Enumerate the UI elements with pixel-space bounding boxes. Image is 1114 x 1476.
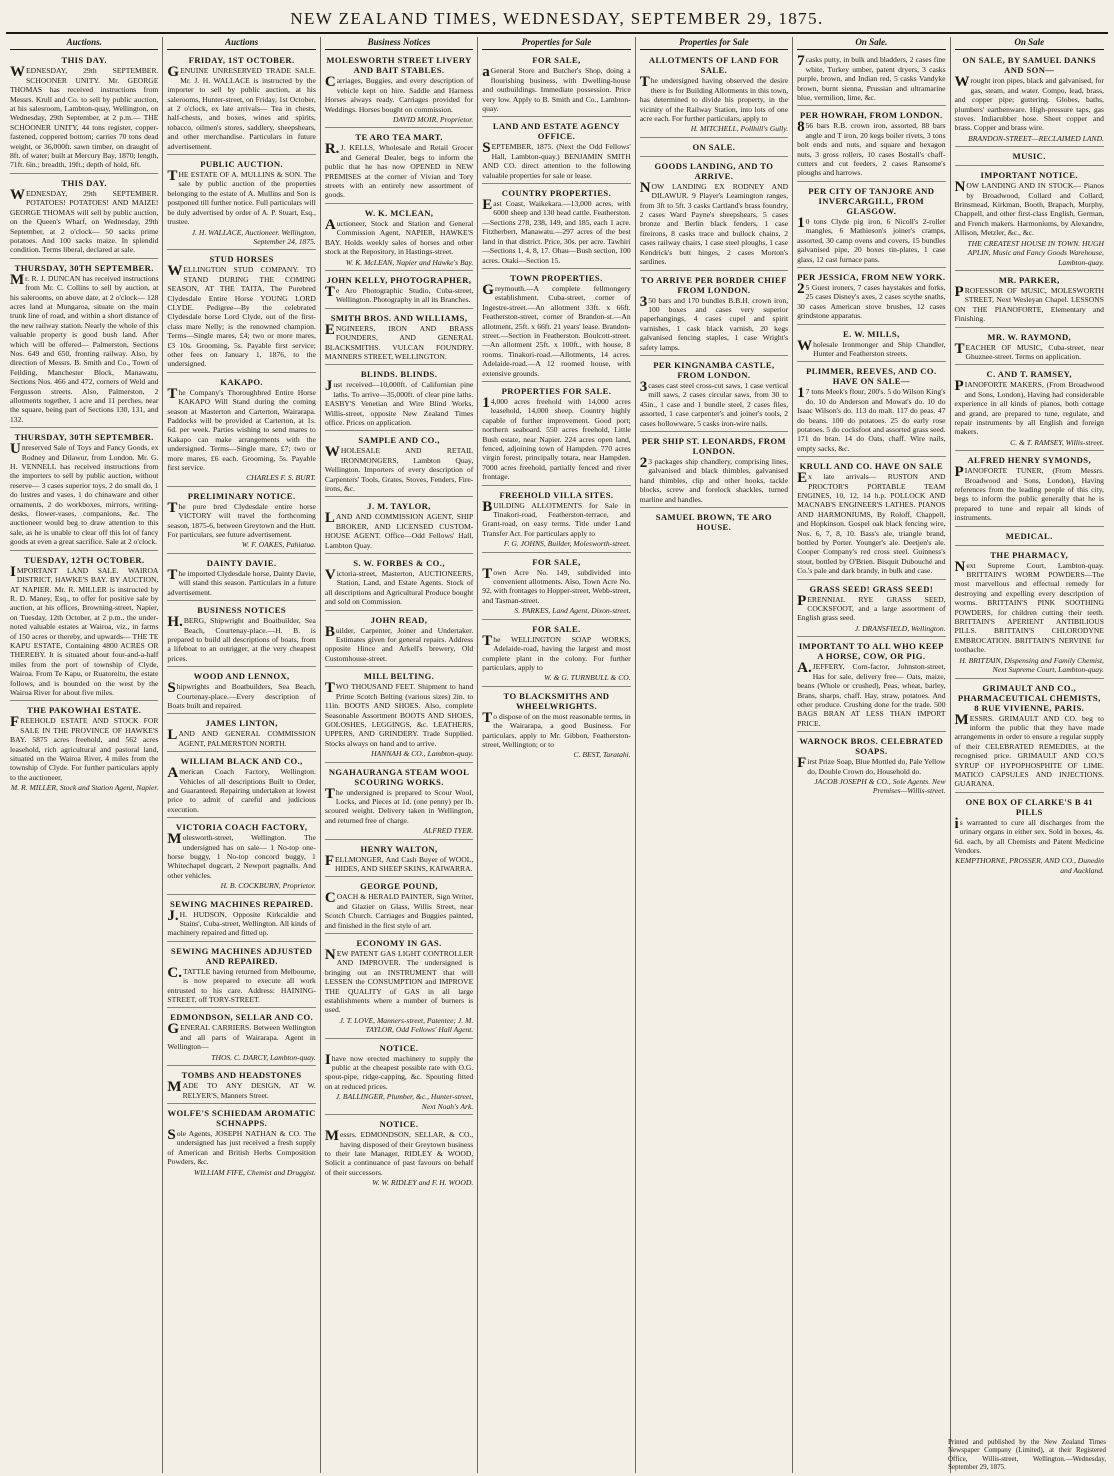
ad-title: HENRY WALTON, xyxy=(360,843,438,854)
advertisement xyxy=(640,510,788,536)
ad-title: JAMES LINTON, xyxy=(205,718,278,729)
ad-title: W. K. MCLEAN, xyxy=(364,207,434,218)
advertisement xyxy=(325,1117,473,1190)
ad-signature: H. B. COCKBURN, Proprietor. xyxy=(220,881,316,891)
ad-body: Molesworth-street, Wellington. The undersigned has on sale— 1 No-top one-horse buggy, 1 No-top concord buggy, 1 Whitechapel dogcart, 2 Newport pagnalls. And other vehicles. xyxy=(167,831,316,880)
ad-title: IMPORTANT NOTICE. xyxy=(980,170,1078,181)
column-heading: Auctions xyxy=(167,37,315,50)
advertisement xyxy=(325,367,473,431)
column-3 xyxy=(321,37,478,1473)
ad-body: LAND AND COMMISSION AGENT, SHIP BROKER, AND LICENSED CUSTOM-HOUSE AGENT. Office—Odd Fellows' Hall, Lambton Quay. xyxy=(324,510,474,550)
ad-body: American Coach Factory, Wellington. Vehicles of all descriptions Built to Order, and Guaranteed. Repairing undertaken at lowest price to admit of careful and judicious execution. xyxy=(167,765,316,814)
advertisement xyxy=(640,434,788,508)
ad-title: VICTORIA COACH FACTORY, xyxy=(175,822,308,833)
ad-title: E. W. MILLS, xyxy=(843,328,900,339)
ad-body: J.H. HUDSON, Opposite Kirkcaldie and Stains', Cuba-street, Wellington. All kinds of machinery repaired and fitted up. xyxy=(167,907,316,938)
advertisement xyxy=(325,206,473,271)
advertisement xyxy=(325,1041,473,1115)
ad-body: Wrought iron pipes, black and galvanised, for gas, steam, and water. Compo, lead, brass, and copper pipe; guttering. Globes, baths, plumbers' earthenware. High-pressure taps, gas stoves. Indiarubber hose. Sheet copper and brass. Copper and brass wire. xyxy=(954,74,1104,133)
advertisement xyxy=(482,384,630,486)
ad-body: WELLINGTON STUD COMPANY. TO STAND DURING THE COMING SEASON, AT THE TAITA, The Purebred Clydesdale Entire Horse YOUNG LORD CLYDE. Pedigree—By the celebrated Clydesdale horse Lord Clyde, out of the first-class mare Nelly; is the renowned champion. Terms—Single mares, £4; two or more mares, £3 10s. Grooming, 5s. Payable first service; other fees on January 1, 1876, to the undersigned. xyxy=(167,263,316,369)
ad-body: NEW PATENT GAS LIGHT CONTROLLER AND IMPROVER. The undersigned is bringing out an INSTRUMENT that will LESSEN the CONSUMPTION and IMPROVE THE QUALITY of GAS in all large establishments where a number of burners is used. xyxy=(324,947,474,1015)
ad-body: The Company's Thoroughbred Entire Horse KAKAPO Will Stand during the coming season at Masterton and Carterton, Wairarapa. Paddocks will be provided at Carterton, at 1s. 6d. per week. Parties wishing to send mares to Kakapo can make arrangements with the undersigned. Terms—Single mare, £7; two or more mares, £6 each. Grooming, 5s. Payable first service. xyxy=(167,385,316,473)
ad-signature: H. BRITTAIN, Dispensing and Family Chemist, Next Supreme Court, Lambton-quay. xyxy=(959,655,1104,675)
advertisement xyxy=(482,271,630,382)
ad-title: PLIMMER, REEVES, AND CO. HAVE ON SALE— xyxy=(806,366,937,387)
ad-signature: W. K. McLEAN, Napier and Hawke's Bay. xyxy=(345,257,474,267)
ad-title: NOTICE. xyxy=(379,1042,419,1053)
column-heading: On Sale xyxy=(955,37,1104,50)
ad-body: 3cases cast steel cross-cut saws, 1 case vertical mill saws, 2 cases circular saws, from 30 to 45in., 1 case and 1 bundle steel, 2 cases files, assorted, 1 case carpenter's and joiner's tools, 2 cases hollowware, 5 casks iron-wire nails. xyxy=(639,378,789,428)
ad-signature: W. W. RIDLEY and F. H. WOOD. xyxy=(372,1178,474,1188)
ad-body: NOW LANDING AND IN STOCK— Pianos by Broadwood, Collard and Collard, Brinsmead, Kirkman, Booth, Brapach, Murphy, Chappell, and other first-class English, German, and French makers. Harmoniums, by Alexandre, Allison, Metzler, &c., &c. xyxy=(954,179,1104,238)
ad-title: BUSINESS NOTICES xyxy=(197,605,287,616)
ad-body: The imported Clydesdale horse, Dainty Davie, will stand this season. Particulars in a future advertisement. xyxy=(167,566,316,597)
ad-body: Ex late arrivals— RUSTON AND PROCTOR'S PORTABLE TEAM ENGINES, 10, 12, 14 h.p. POLLOCK AND MACNAB'S ENGINEER'S LATHES. PIANOS AND HARMONIUMS, By Roloff, Chappell, and Hopkinson. Gospel oak black fencing wire, Nos. 6, 7, 8, 10. Bass's ale, triangle brand, bottled by Porter. Younger's ale. Deetjen's ale. Cooper Company's red cross steel. Guinness's stout, bottled by O'Brien. Bisquit Dubouché and Co.'s pale and dark brandy, in bulk and case. xyxy=(797,470,946,576)
ad-title: PER HOWRAH, FROM LONDON. xyxy=(800,110,943,121)
ad-title: COUNTRY PROPERTIES. xyxy=(501,188,612,199)
ad-signature: J. T. LOVE, Manners-street, Patentee; J. M. TAYLOR, Odd Fellows' Hall Agent. xyxy=(339,1015,474,1035)
ad-body: FREEHOLD ESTATE AND STOCK FOR SALE IN THE PROVINCE OF HAWKE'S BAY. 5875 acres freehold, and 562 acres leasehold, rich agricultural and pastoral land, situated on the Wairoa River, 4 miles from the township of Clyde. For further particulars apply to the auctioneer, xyxy=(10,714,159,782)
ad-body: MADE TO ANY DESIGN, AT W. RELYER'S, Manners Street. xyxy=(167,1079,316,1100)
ad-signature: W. F. OAKES, Pahiatua. xyxy=(241,540,316,550)
ad-body: 7casks putty, in bulk and bladders, 2 cases fine white, Turkey umber, patent dryers, 3 casks purple, brown, and Indian red, 5 casks Vandyke brown, burnt sienna, Prussian and ultramarine blue, vermilion, lime, &c. xyxy=(797,53,946,103)
advertisement xyxy=(955,149,1104,166)
ad-title: PUBLIC AUCTION. xyxy=(200,159,284,170)
advertisement xyxy=(167,53,315,155)
advertisement xyxy=(325,53,473,128)
ad-body: WHOLESALE AND RETAIL IRONMONGERS, Lambton Quay, Wellington. Importers of every description of Carpenters' Tools, Grates, Stoves, Fenders, Fire-irons, &c. xyxy=(324,444,474,493)
ad-body: PIANOFORTE MAKERS, (From Broadwood and Sons, London), Having had considerable experience in all kinds of pianos, both cottage and grand, are prepared to tune, regulate, and repair instruments by all English and foreign makers. xyxy=(954,378,1104,437)
advertisement xyxy=(325,669,473,762)
advertisement xyxy=(797,582,945,638)
advertisement xyxy=(325,433,473,497)
ad-signature: C. BEST, Taratahi. xyxy=(573,750,631,760)
ad-signature: WILLIAM FIFE, Chemist and Druggist. xyxy=(193,1167,316,1177)
advertisement xyxy=(955,681,1104,793)
column-heading: On Sale. xyxy=(797,37,945,50)
column-heading: Auctions. xyxy=(10,37,158,50)
advertisement xyxy=(10,703,158,795)
advertisement xyxy=(797,53,945,106)
ad-title: ALFRED HENRY SYMONDS, xyxy=(967,455,1092,466)
advertisement xyxy=(167,716,315,752)
ad-body: Builder, Carpenter, Joiner and Undertaker. Estimates given for general repairs. Address opposite Hince and Arkell's brewery, Old Customhouse-street. xyxy=(324,623,474,663)
ad-title: ONE BOX OF CLARKE'S B 41 PILLS xyxy=(965,796,1093,817)
ad-signature: S. PARKES, Land Agent, Dixon-street. xyxy=(514,606,631,616)
ad-body: Next Supreme Court, Lambton-quay. BRITTAIN'S WORM POWDERS—The most marvellous and effectual remedy for destroying and expelling every description of worms. BRITTAIN'S PINK SOOTHING POWDERS, for children cutting their teeth. BRITTAIN'S APERIENT ANTIBILIOUS PILLS. BRITTAIN'S CHLORODYNE EMBROCATION. BRITTAIN'S NERVINE for toothache. xyxy=(954,558,1104,655)
advertisement xyxy=(482,488,630,553)
ad-title: BLINDS. BLINDS. xyxy=(360,369,438,380)
ad-title: FOR SALE, xyxy=(532,55,581,66)
ad-body: To dispose of on the most reasonable terms, in the Wairarapa, a good Business. For particulars, apply to Mr. Gibbon, Featherston-street, Wellington; or to xyxy=(482,709,631,749)
ad-title: JOHN READ, xyxy=(370,614,428,625)
ad-title: THURSDAY, 30TH SEPTEMBER. xyxy=(14,432,154,443)
ad-body: PIANOFORTE TUNER, (From Messrs. Broadwood and Sons, London), Having references from the leading people of this city, begs to inform the public generally that he is prepared to tune and repair all kinds of instruments. xyxy=(954,464,1104,523)
ad-body: WEDNESDAY, 29th SEPTEMBER. POTATOES! POTATOES! AND MAIZE! GEORGE THOMAS will sell by public auction, on the Queen's Wharf, on Wednesday, 29th September, at 2 o'clock— 50 sacks prime potatoes. And 100 sacks maize. In splendid condition. Terms liberal, declared at sale. xyxy=(10,186,159,255)
ad-body: 350 bars and 170 bundles B.B.H. crown iron, 100 boxes and cases very superior paperhangings, 4 cases cupel and spirit varnishes, 1 cask black varnish, 20 kegs galvanised fencing staples, 1 case Wright's safety lamps. xyxy=(639,293,789,352)
ad-signature: C. & T. RAMSEY, Willis-street. xyxy=(1010,437,1104,447)
advertisement xyxy=(955,53,1104,147)
ad-body: First Prize Soap, Blue Mottled do, Pale Yellow do, Double Crown do, Household do. xyxy=(797,755,946,776)
ad-title: ON SALE. xyxy=(692,141,736,152)
ad-body: Auctioneer, Stock and Station and General Commission Agent, NAPIER, HAWKE'S BAY. Holds weekly sales of horses and other stock at the Repository, in Hastings-street. xyxy=(324,216,474,257)
advertisement xyxy=(167,1068,315,1104)
ad-body: PROFESSOR OF MUSIC, MOLESWORTH STREET, Next Wesleyan Chapel. LESSONS ON THE PIANOFORTE, Elementary and Finishing. xyxy=(954,283,1104,324)
ad-title: TO ARRIVE PER BORDER CHIEF FROM LONDON. xyxy=(640,274,787,295)
ad-title: THE PHARMACY, xyxy=(990,549,1069,560)
advertisement xyxy=(325,936,473,1039)
advertisement xyxy=(640,358,788,432)
ad-title: IMPORTANT TO ALL WHO KEEP A HORSE, COW, OR PIG. xyxy=(798,641,944,662)
ad-title: FOR SALE. xyxy=(532,623,581,634)
ad-title: ECONOMY IN GAS. xyxy=(356,938,442,948)
advertisement xyxy=(955,453,1104,526)
ad-title: FOR SALE, xyxy=(532,556,581,567)
ad-title: TO BLACKSMITHS AND WHEELWRIGHTS. xyxy=(503,690,610,711)
ad-body: Greymouth.—A complete fellmongery establishment. Cuba-street, corner of Ingestre-street.—An allotment 33ft. x 66ft. Featherston-street, corner of Brandon-st.—An allotment, 25ft. x 66ft. 21 years' lease. Brandon-street.—Section in Featherston. Boulcott-street.—An allotment 25ft. x 100ft., with house, 8 rooms. Tinakori-road.—Allotments, 14 acres. Adelaide-road.—A 12 roomed house, with extensive grounds. xyxy=(482,281,631,378)
ad-body: 17 tons Meek's flour, 200's. 5 do Wilson King's do. 10 do Anderson and Mowat's do. 10 do Isaac Wilson's do. 113 do malt. 117 do peas. 47 do beans. 100 do potatoes. 25 do early rose potatoes. 5 do cocksfoot and assorted grass seed. 171 do bran. 14 do Oats, chaff. Wire nails, empty sacks, &c. xyxy=(797,385,946,453)
column-5 xyxy=(636,37,793,1473)
ad-title: WARNOCK BROS. CELEBRATED SOAPS. xyxy=(799,736,944,757)
ad-body: ENGINEERS, IRON AND BRASS FOUNDERS, AND GENERAL BLACKSMITHS. VULCAN FOUNDRY. MANNERS STREET, WELLINGTON. xyxy=(324,321,474,361)
ad-title: THURSDAY, 30TH SEPTEMBER. xyxy=(14,262,154,273)
ad-title: WOOD AND LENNOX, xyxy=(193,671,290,682)
ad-title: MR. PARKER, xyxy=(998,274,1060,285)
ad-title: GEORGE POUND, xyxy=(360,881,438,892)
advertisement xyxy=(325,613,473,668)
printer-colophon: Printed and published by the New Zealand Times Newspaper Company (Limited), at their Registered Office, Willis-street, Wellington.—Wednesday, September 29, 1875. xyxy=(948,1437,1106,1472)
ad-body: WEDNESDAY, 29th SEPTEMBER. SCHOONER UNITY. Mr. GEORGE THOMAS has received instructions from Messrs. Krull and Co. to sell by public auction, at his salesroom, Lambton-quay, Wellington, on Wednesday, 29th September, at 2 p.m.— THE SCHOONER UNITY, 44 tons register, copper-fastened, coppered bottom; carries 70 tons dead weight, or 36,000ft. sawn timber, on draught of 8ft. of water; built at Mercury Bay, 1870; length, 71ft. 6in.; breadth, 19ft.; depth of hold, 6ft. xyxy=(10,64,159,170)
advertisement xyxy=(797,327,945,363)
ad-body: is warranted to cure all discharges from the urinary organs in either sex. Sold in boxes, 4s. 6d. each, by all Chemists and Patent Medicine Vendors. xyxy=(954,815,1104,855)
ad-body: A.JEFFERY, Corn-factor, Johnston-street, Has for sale, delivery free— Oats, maize, beans (Whole or crushed), Peas, wheat, barley, Brans, sharps, chaff. Hay, straw, potatoes. And other produce. Crushing done for the trade. 500 BAGS BRAN AT LESS THAN IMPORT PRICE. xyxy=(797,660,946,728)
advertisement xyxy=(482,186,630,269)
advertisement xyxy=(955,367,1104,451)
ad-title: NGAHAURANGA STEAM WOOL SCOURING WORKS. xyxy=(328,766,470,787)
ad-body: TWO THOUSAND FEET. Shipment to hand Prime Scotch Belting (various sizes) 2in. to 11in. BOOTS AND SHOES. Also, complete Seasonable Assortment BOOTS AND SHOES, GOLOSHES, LEGGINGS, &c. LEATHERS, UPPERS, AND GRINDERY. Trade Supplied. Stocks always on hand and to arrive. xyxy=(324,680,474,748)
column-heading: Business Notices xyxy=(325,37,473,50)
ad-title: KAKAPO. xyxy=(220,376,263,387)
ad-body: TEACHER OF MUSIC, Cuba-street, near Ghuznee-street. Terms on application. xyxy=(954,340,1104,361)
advertisement xyxy=(10,430,158,550)
ad-signature: J. H. WALLACE, Auctioneer. Wellington, September 24, 1875. xyxy=(191,227,316,246)
advertisement xyxy=(167,669,315,714)
ad-title: DAINTY DAVIE. xyxy=(206,557,277,568)
ad-body: BUILDING ALLOTMENTS for Sale in Tinakori-road, Featherston-terrace, and Grant-road, on easy terms. Title under Land Transfer Act. For particulars apply to xyxy=(482,498,631,538)
ad-title: TUESDAY, 12TH OCTOBER. xyxy=(23,554,145,565)
ad-title: MEDICAL. xyxy=(1005,530,1053,541)
advertisement xyxy=(167,556,315,601)
advertisement xyxy=(10,261,158,429)
column-6 xyxy=(793,37,950,1473)
advertisement xyxy=(955,330,1104,366)
advertisement xyxy=(167,489,315,554)
ad-title: MUSIC. xyxy=(1012,151,1046,162)
ad-signature: HANNAH & CO., Lambton-quay. xyxy=(371,749,474,759)
ad-title: SAMUEL BROWN, TE ARO HOUSE. xyxy=(655,512,773,532)
advertisement xyxy=(955,168,1104,271)
advertisement xyxy=(167,944,315,1009)
ad-title: PRELIMINARY NOTICE. xyxy=(187,490,296,501)
advertisement xyxy=(10,553,158,702)
ad-title: MILL BELTING. xyxy=(363,671,435,682)
ad-signature: J. BALLINGER, Plumber, &c., Hunter-street, Next Noah's Ark. xyxy=(335,1092,474,1111)
ad-body: GENUINE UNRESERVED TRADE SALE. Mr. J. H. WALLACE is instructed by the importer to sell by public auction, at his salerooms, Hunter-street, on Friday, 1st October, at 2 o'clock, ex late arrivals— Tea in chests, half-chests, and boxes, wines and spirits, tobacco, oilmen's stores, saddlery, sheepshears, and other merchandise. Particulars in future advertisement. xyxy=(167,64,316,151)
column-4 xyxy=(478,37,635,1473)
column-heading: Properties for Sale xyxy=(482,37,630,50)
ad-title: JOHN KELLY, PHOTOGRAPHER, xyxy=(326,274,472,285)
column-1 xyxy=(6,37,163,1473)
ad-body: The undersigned having observed the desire there is for Building Allotments in this town, has determined to divide his property, in the vicinity of the Railway Station, into lots of one acre each. For further particulars, apply to xyxy=(639,74,789,124)
ad-title: WOLFE'S SCHIEDAM AROMATIC SCHNAPPS. xyxy=(167,1107,316,1128)
ad-title: KRULL AND CO. HAVE ON SALE xyxy=(799,461,944,472)
advertisement xyxy=(482,689,630,763)
ad-body: Sole Agents, JOSEPH NATHAN & CO. The undersigned has just received a fresh supply of American and British Herbs Composition Powders, &c. xyxy=(167,1126,316,1167)
advertisement xyxy=(325,556,473,611)
ad-body: SEPTEMBER, 1875. (Next the Odd Fellows' Hall, Lambton-quay.) BENJAMIN SMITH AND CO. direct attention to the following valuable properties for sale or lease. xyxy=(482,140,631,180)
advertisement xyxy=(325,765,473,840)
advertisement xyxy=(167,252,315,372)
ad-body: COACH & HERALD PAINTER, Sign Writer, and Glazier on Glass, Willis Street, near Scotch Church. Carriages and Buggies painted, and finished in the first style of art. xyxy=(324,890,474,930)
ad-body: Town Acre No. 149, subdivided into convenient allotments. Also, Town Acre No. 92, with frontages to Hopper-street, Webb-street, and Tasman-street. xyxy=(482,565,631,605)
advertisement xyxy=(325,879,473,934)
ad-body: 25 Guest ironers, 7 cases haystakes and forks, 25 cases Disney's axes, 2 cases scythe snaths, 30 cases American stove brushes, 12 cases grindstone apparatus. xyxy=(797,280,946,321)
ad-title: S. W. FORBES & CO., xyxy=(353,558,445,569)
advertisement xyxy=(167,603,315,667)
advertisement xyxy=(640,53,788,137)
ad-body: Mr. R. J. DUNCAN has received instructions from Mr. C. Collins to sell by auction, at his salerooms, on above date, at 2 o'clock— 128 acres land at Mungaroa, situate on the main trunk line of road, and within a short distance of the new railway station. Nearly the whole of this valuable property is good bush land. After which will be offered— Palmerston, Sections Nos. 649 and 650, fronting railway. Also, by direction of Messrs. B. Smith and Co., Town of Feilding, Manchester Block, Manawatu, Sections Nos. 466 and 472, corners of Weld and Fergusson streets. Also, Palmerston, 2 allotments together, 1 acre and 11 perches, near the square, being part of Sections 130, 131, and 132. xyxy=(10,271,159,424)
ad-body: THE ESTATE OF A. MULLINS & SON. The sale by public auction of the properties belonging to the estate of A. Mullins and Son is postponed till further notice. Full particulars will be duly advertised by order of A. P. Stuart, Esq., trustee. xyxy=(167,168,316,227)
ad-title: NOTICE. xyxy=(379,1119,419,1130)
column-7 xyxy=(951,37,1108,1473)
ad-body: GENERAL CARRIERS. Between Wellington and all parts of Wairarapa. Agent in Wellington— xyxy=(167,1021,316,1052)
advertisement xyxy=(955,273,1104,328)
ad-title: PER KINGNAMBA CASTLE, FROM LONDON. xyxy=(653,359,775,380)
advertisement xyxy=(797,270,945,325)
advertisement xyxy=(10,53,158,173)
ad-body: East Coast, Waikekara.—13,000 acres, with 6000 sheep and 130 head cattle. Featherston.—Sections 278, 238, 149, and 185, each 1 acre. Fitzherbert, Manawatu.—297 acres of the best land in that district. Price, 30s. per acre. Tawhiri—Sections 1, 4, 8, 17. Ohau—Bush section, 100 acres. Otaki—Section 15. xyxy=(482,197,631,265)
ad-body: Te Aro Photographic Studio, Cuba-street, Wellington. Photography in all its Branches. xyxy=(324,283,474,305)
advertisement xyxy=(955,795,1104,878)
advertisement xyxy=(325,273,473,309)
advertisement xyxy=(640,159,788,271)
ad-title: SEWING MACHINES ADJUSTED AND REPAIRED. xyxy=(170,945,313,966)
ad-body: 856 bars R.B. crown iron, assorted, 88 bars angle and T iron, 20 kegs boiler rivets, 3 tons bolt ends and nuts, and square and hexagon nuts, 3 gross rollers, 10 cases Bostall's chaff-cutters and cut feeders, 2 cases Ransome's ploughs and harrows. xyxy=(797,119,946,178)
masthead: NEW ZEALAND TIMES, WEDNESDAY, SEPTEMBER 29, 1875. xyxy=(6,6,1108,34)
advertisement xyxy=(167,754,315,818)
ad-title: MR. W. RAYMOND, xyxy=(987,331,1072,342)
ad-body: aGeneral Store and Butcher's Shop, doing a flourishing business, with Dwelling-house and outbuildings. Immediate possession. Price very low. Apply to B. Smith and Co., Lambton-quay. xyxy=(482,64,631,114)
ad-body: Ihave now erected machinery to supply the public at the cheapest possible rate with O.G. spout-pipe, ridge-capping, &c. Spouting fitted on at reduced prices. xyxy=(324,1051,474,1091)
ad-body: Wholesale Ironmonger and Ship Chandler, Hunter and Featherston streets. xyxy=(797,337,946,358)
ad-title: FREEHOLD VILLA SITES. xyxy=(499,489,614,500)
ad-title: ALLOTMENTS OF LAND FOR SALE. xyxy=(648,55,779,76)
ad-signature: H. MITCHELL, Pollhill's Gully. xyxy=(690,124,789,134)
ad-body: MESSRS. GRIMAULT AND CO. beg to inform the public that they have made arrangements in order to ensure a regular supply of their CELEBRATED REMEDIES, at the recognised price. GRIMAULT AND CO.'S SYRUP OF HYPOPHOSPHITE OF LIME. MATICO CAPSULES AND INJECTIONS. GUARANA. xyxy=(954,711,1104,789)
advertisement xyxy=(797,734,945,799)
advertisement xyxy=(797,184,945,268)
ad-body: Carriages, Buggies, and every description of vehicle kept on hire. Saddle and Harness Horses always ready. Carriages provided for Weddings. Horses bought on commission. xyxy=(324,74,474,114)
ad-body: The WELLINGTON SOAP WORKS, Adelaide-road, having the largest and most complete plant in the colony. For further particulars, apply to xyxy=(482,632,631,672)
advertisement xyxy=(482,555,630,620)
ad-title: PER SHIP ST. LEONARDS, FROM LONDON. xyxy=(641,435,787,456)
ad-title: PROPERTIES FOR SALE. xyxy=(501,385,612,396)
ad-body: Victoria-street, Masterton, AUCTIONEERS, Station, Land, and Estate Agents. Stock of all descriptions and Agricultural Produce bought and sold on Commission. xyxy=(324,567,474,607)
advertisement xyxy=(955,529,1104,546)
ad-body: PERENNIAL RYE GRASS SEED, COCKSFOOT, and a large assortment of English grass seed. xyxy=(797,592,946,623)
advertisement xyxy=(167,1106,315,1180)
ad-signature: J. DRANSFIELD, Wellington. xyxy=(854,623,946,633)
ad-title: SAMPLE AND CO., xyxy=(358,435,440,446)
advertisement xyxy=(797,459,945,579)
ad-title: TOMBS AND HEADSTONES xyxy=(181,1070,302,1081)
ad-title: GRIMAULT AND CO., PHARMACEUTICAL CHEMISTS, 8 RUE VIVIENNE, PARIS. xyxy=(957,682,1101,713)
advertisement xyxy=(482,119,630,184)
ad-title: MOLESWORTH STREET LIVERY AND BAIT STABLES. xyxy=(326,55,472,76)
advertisement xyxy=(167,820,315,894)
ad-body: Messrs. EDMONDSON, SELLAR, & CO., having disposed of their Greytown business to their late Manager, RIDLEY & WOOD, Solicit a continuance of past favours on behalf of their successors. xyxy=(324,1128,474,1177)
ad-signature: DAVID MOIR, Proprietor. xyxy=(392,115,474,125)
columns-container xyxy=(6,37,1108,1473)
advertisement xyxy=(482,622,630,687)
advertisement xyxy=(482,53,630,117)
column-heading: Properties for Sale xyxy=(640,37,788,50)
ad-signature: BRANDON-STREET—RECLAIMED LAND. xyxy=(968,133,1104,143)
ad-title: STUD HORSES xyxy=(209,254,274,265)
ad-signature: M. R. MILLER, Stock and Station Agent, Napier. xyxy=(10,783,159,793)
ad-body: The pure bred Clydesdale entire horse VICTORY will travel the forthcoming season, 1875-6, between Greytown and the Hutt. For particulars, see future advertisement. xyxy=(167,499,316,540)
advertisement xyxy=(167,375,315,487)
ad-title: LAND AND ESTATE AGENCY OFFICE. xyxy=(492,121,621,142)
ad-signature: CHARLES F. S. BURT. xyxy=(246,473,316,483)
ad-signature: ALFRED TYER. xyxy=(423,826,474,836)
ad-title: PER CITY OF TANJORE AND INVERCARGILL, FROM GLASGOW. xyxy=(808,185,935,216)
ad-body: Just received—10,000ft. of Californian pine laths. To arrive—35,000ft. of clear pine laths. EASBY'S Venetian and Wire Blind Works, Willis-street, opposite New Zealand Times office. Prices on application. xyxy=(324,378,474,427)
ad-body: R.J. KELLS, Wholesale and Retail Grocer and General Dealer, begs to inform the public that he has now OPENED in NEW PREMISES at the corner of Vivian and Tory streets with an entirely new assortment of goods. xyxy=(324,141,474,200)
ad-body: 23 packages ship chandlery, comprising lines, galvanised and black thimbles, galvanised hand thimbles, clip and other hooks, tackle blocks, screw and forelock shackles, turned marline and handles. xyxy=(639,454,789,504)
ad-title: FRIDAY, 1ST OCTOBER. xyxy=(188,55,295,66)
ad-body: The undersigned is prepared to Scour Wool, Locks, and Pieces at 1d. (one penny) per lb. scoured weight. Delivery taken in Wellington, and returned free of charge. xyxy=(324,785,474,825)
ad-title: GOODS LANDING, AND TO ARRIVE. xyxy=(654,160,774,181)
ad-body: H.BERG, Shipwright and Boatbuilder, Sea Beach, Courtenay-place.—H. B. is prepared to build all descriptions of boats, from a lifeboat to an outrigger, at the very cheapest prices. xyxy=(167,614,316,663)
advertisement xyxy=(325,130,473,203)
ad-signature: KEMPTHORNE, PROSSER, AND CO., Dunedin and Auckland. xyxy=(955,856,1104,875)
ad-body: 10 tons Clyde pig iron, 6 Nicoll's 2-roller mangles, 6 Mathieson's joiner's cramps, assorted, 30 camp ovens and covers, 15 bundles galvanised pipe, 20 boxes tin-plates, 1 case glass, 12 cast furnace pans. xyxy=(797,214,946,264)
ad-title: SMITH BROS. AND WILLIAMS, xyxy=(330,312,468,323)
ad-title: GRASS SEED! GRASS SEED! xyxy=(809,583,934,594)
ad-title: ON SALE, BY SAMUEL DANKS AND SON— xyxy=(962,55,1097,76)
ad-signature: THOS. C. DARCY, Lambton-quay. xyxy=(211,1052,316,1062)
ad-title: SEWING MACHINES REPAIRED. xyxy=(169,898,314,909)
ad-title: THE PAKOWHAI ESTATE. xyxy=(27,705,142,716)
advertisement xyxy=(167,897,315,942)
advertisement xyxy=(955,548,1104,679)
advertisement xyxy=(325,842,473,878)
ad-title: THIS DAY. xyxy=(61,177,107,188)
ad-signature: JACOB JOSEPH & CO., Sole Agents. New Premises—Willis-street. xyxy=(814,776,946,796)
ad-title: TE ARO TEA MART. xyxy=(355,132,443,143)
ad-signature: W. & G. TURNBULL & CO. xyxy=(544,673,631,683)
ad-body: LAND AND GENERAL COMMISSION AGENT, PALMERSTON NORTH. xyxy=(167,727,316,748)
ad-title: TOWN PROPERTIES. xyxy=(510,272,603,283)
advertisement xyxy=(325,499,473,554)
advertisement xyxy=(640,273,788,356)
advertisement xyxy=(797,639,945,732)
ad-body: 14,000 acres freehold with 14,000 acres leasehold, 14,000 sheep. Country highly capable of further improvement. Good port; northern seaboard. 550 acres freehold, Little Bush estate, near Napier. 224 acres open land, fenced, adjoining town of Hampden. 770 acres virgin forest, principally totara, near Hampden. 7000 acres freehold, partially fenced and river frontage. xyxy=(482,394,631,482)
ad-body: FELLMONGER, And Cash Buyer of WOOL, HIDES, AND SHEEP SKINS, KAIWARRA. xyxy=(324,852,474,873)
ad-title: THIS DAY. xyxy=(61,55,107,66)
ad-title: PER JESSICA, FROM NEW YORK. xyxy=(797,271,946,282)
advertisement xyxy=(640,140,788,157)
ad-title: EDMONDSON, SELLAR AND CO. xyxy=(170,1012,314,1023)
ad-body: Shipwrights and Boatbuilders, Sea Beach, Courtenay-place.—Every description of Boats built and repaired. xyxy=(167,680,316,710)
ad-body: IMPORTANT LAND SALE. WAIROA DISTRICT, HAWKE'S BAY. BY AUCTION, AT NAPIER. Mr. R. MILLER is instructed by R. D. Maney, Esq., to offer for positive sale by auction, at his offices, Browning-street, Napier, on Tuesday, 12th October, at 2 p.m., the under-noted valuable estates at Wairoa, viz., in farms of 150 acres or thereby, and upwards— THE TE KAPU ESTATE, Containing 4800 ACRES OR THEREBY. It is situated about four-and-a-half miles from the port of township of Clyde, Wairoa. From Te Kapu, or Ruatoreitu, the estate follows, and is bounded on the west by the Wairoa River for about five miles. xyxy=(10,563,159,697)
advertisement xyxy=(10,176,158,259)
ad-signature: F. G. JOHNS, Builder, Molesworth-street. xyxy=(503,539,631,549)
ad-signature: THE CREATEST HOUSE IN TOWN. HUGH APLIN, Music and Fancy Goods Warehouse, Lambton-quay. xyxy=(967,238,1104,267)
ad-title: C. AND T. RAMSEY, xyxy=(986,369,1072,380)
advertisement xyxy=(167,1010,315,1066)
advertisement xyxy=(797,108,945,181)
ad-body: Unreserved Sale of Toys and Fancy Goods, ex Rodney and Dilawur, from London. Mr. G. H. VENNELL has received instructions from the importers to sell by public auction, without reserve— 3 cases superior toys, 2 do small do, 1 do lustres and vases, 1 do chinaware and other ornaments, 2 do workboxes, mirrors, writing-desks, flower-vases, companions, &c. The auctioneer would beg to draw attention to this sale, as he is unable to clear off this lot of fancy goods at even a great sacrifice. Sale at 2 o'clock. xyxy=(10,441,159,547)
advertisement xyxy=(797,364,945,457)
ad-title: J. M. TAYLOR, xyxy=(367,501,431,512)
advertisement xyxy=(325,311,473,366)
ad-body: NOW LANDING EX RODNEY AND DILAWUR. 9 Player's Leamington ranges, from 3ft to 5ft. 3 casks Cartland's brass foundry, 2 cases Ward Payne's sheepshears, 5 cases bronze and Berlin black fenders, 1 case fireirons, 8 casks trace and bullock chains, 2 cases railway chairs, 1 case steel ploughs, 1 case Kendrick's butt hinges, 2 cases Morton's sardines. xyxy=(639,179,789,267)
advertisement xyxy=(167,157,315,250)
ad-title: WILLIAM BLACK AND CO., xyxy=(180,756,303,767)
column-2 xyxy=(163,37,320,1473)
ad-body: C.TATTLE having returned from Melbourne, is now prepared to execute all work entrusted to his care. Address: HAINING-STREET, off TORY-STREET. xyxy=(167,964,316,1005)
